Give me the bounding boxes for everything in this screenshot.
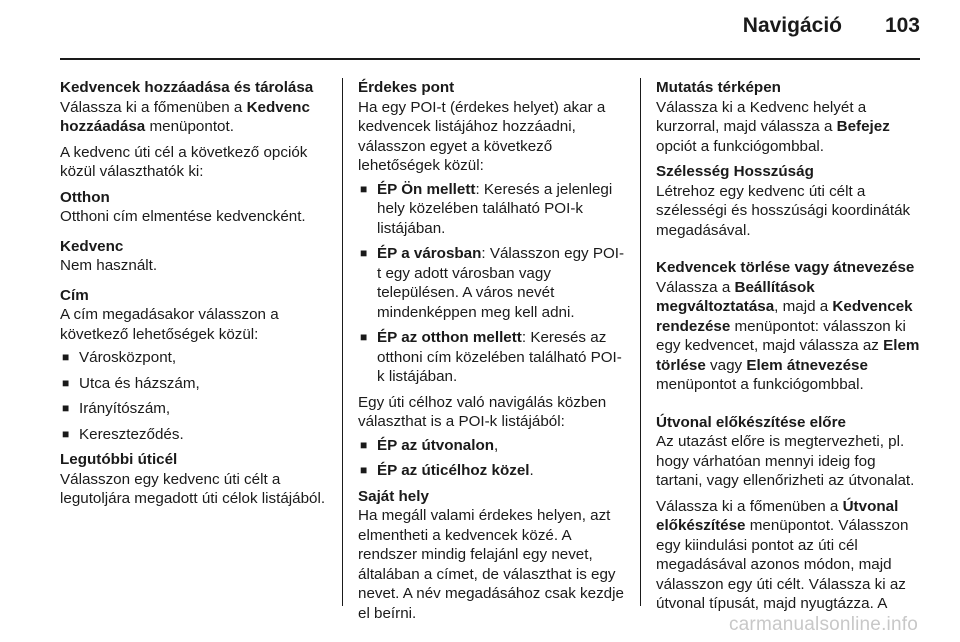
paragraph: Egy úti célhoz való navigálás közben választhat is a POI-k listájából:: [358, 393, 607, 430]
entry-heading: Érdekes pont: [358, 79, 455, 96]
entry-otthon: Otthon Otthoni cím elmentése kedvencként.: [60, 188, 328, 227]
entry-heading: Legutóbbi úticél: [60, 451, 178, 468]
entry-cim: Cím A cím megadásakor válasszon a következő lehetőségek közül:: [60, 286, 328, 345]
entry-heading: Szélesség Hosszúság: [656, 163, 814, 180]
page-title: Navigáció: [742, 14, 842, 37]
menu-term: Kedvenc hozzáadása: [60, 98, 310, 135]
column-3: [656, 78, 924, 614]
list-item: ■ Irányítószám,: [60, 399, 328, 419]
header-rule: [60, 58, 920, 60]
page-number: 103: [884, 14, 920, 37]
list-item: ■ ÉP az úticélhoz közel.: [358, 461, 626, 481]
list-item: ■ ÉP az útvonalon,: [358, 436, 626, 456]
list-item: ■ ÉP Ön mellett: Keresés a jelenlegi hely közelében található POI-k listájában.: [358, 180, 626, 239]
section-route-prep: Útvonal előkészítése előre Az utazást előre is megtervezheti, pl. hogy várhatóan mennyi ideig fog tartani, vagy ellenőrizheti az útvonalat.: [656, 413, 924, 491]
entry-sajat-hely: Saját hely Ha megáll valami érdekes helyen, azt elmentheti a kedvencek közé. A rendszer mindig felajánl egy nevet, általában a címet, de választhat is egy nevet. A név megadásához csak kezdje el beírni.: [358, 487, 626, 624]
entry-legutobbi: Legutóbbi úticél Válasszon egy kedvenc úti célt a legutoljára megadott úti célok listájából.: [60, 450, 328, 509]
page-header: [0, 0, 960, 60]
entry-kedvenc: Kedvenc Nem használt.: [60, 237, 328, 276]
paragraph: Válassza ki a főmenüben a Útvonal előkészítése menüpontot. Válasszon egy kiindulási pontot az úti cél megadásával azonos módon, majd válasszon egy úti célt. Válassza ki az útvonal típusát, majd nyugtázza. A: [656, 497, 909, 612]
entry-mutatas-terkepen: Mutatás térképen Válassza ki a Kedvenc helyét a kurzorral, majd válassza a Befejez opciót a funkciógombbal.: [656, 78, 924, 156]
list-item: ■ Utca és házszám,: [60, 374, 328, 394]
column-2: [358, 78, 626, 623]
entry-szelesseg-hosszusag: Szélesség Hosszúság Létrehoz egy kedvenc úti célt a szélességi és hosszúsági koordináták megadásával.: [656, 162, 924, 240]
column-1: [60, 78, 328, 509]
entry-heading: Otthon: [60, 188, 110, 206]
section-heading: Kedvencek hozzáadása és tárolása: [60, 79, 314, 96]
paragraph: A kedvenc úti cél a következő opciók közül választhatók ki:: [60, 143, 308, 180]
watermark: carmanualsonline.info: [728, 614, 918, 635]
column-divider-2: [640, 78, 641, 606]
entry-heading: Kedvenc: [60, 237, 124, 255]
section-favorites-add: Kedvencek hozzáadása és tárolása Válassza ki a főmenüben a Kedvenc hozzáadása menüpontot.: [60, 78, 328, 137]
section-favorites-delete: Kedvencek törlése vagy átnevezése Válassza a Beállítások megváltoztatása, majd a Kedvencek rendezése menüpontot: válasszon ki egy kedvencet, majd válassza az Elem törlése vagy Elem átnevezése menüpontot a funkciógombbal.: [656, 258, 924, 395]
poi-route-list: [358, 436, 626, 481]
list-item: ■ ÉP a városban: Válasszon egy POI-t egy adott városban vagy településen. A város nevét mindenképpen meg kell adni.: [358, 244, 626, 322]
entry-erdekes-pont: Érdekes pont Ha egy POI-t (érdekes helyet) akar a kedvencek listájához hozzáadni, válasszon egyet a következő lehetőségek közül:: [358, 78, 626, 176]
entry-heading: Mutatás térképen: [656, 79, 781, 96]
entry-heading: Cím: [60, 286, 89, 304]
entry-heading: Saját hely: [358, 487, 429, 505]
list-item: ■ ÉP az otthon mellett: Keresés az otthoni cím közelében található POI-k listájában.: [358, 328, 626, 387]
list-item: ■ Városközpont,: [60, 348, 328, 368]
section-heading: Kedvencek törlése vagy átnevezése: [656, 259, 915, 276]
cim-options-list: [60, 348, 328, 444]
section-heading: Útvonal előkészítése előre: [656, 413, 846, 431]
column-divider-1: [342, 78, 343, 606]
poi-options-list: [358, 180, 626, 387]
list-item: ■ Kereszteződés.: [60, 425, 328, 445]
